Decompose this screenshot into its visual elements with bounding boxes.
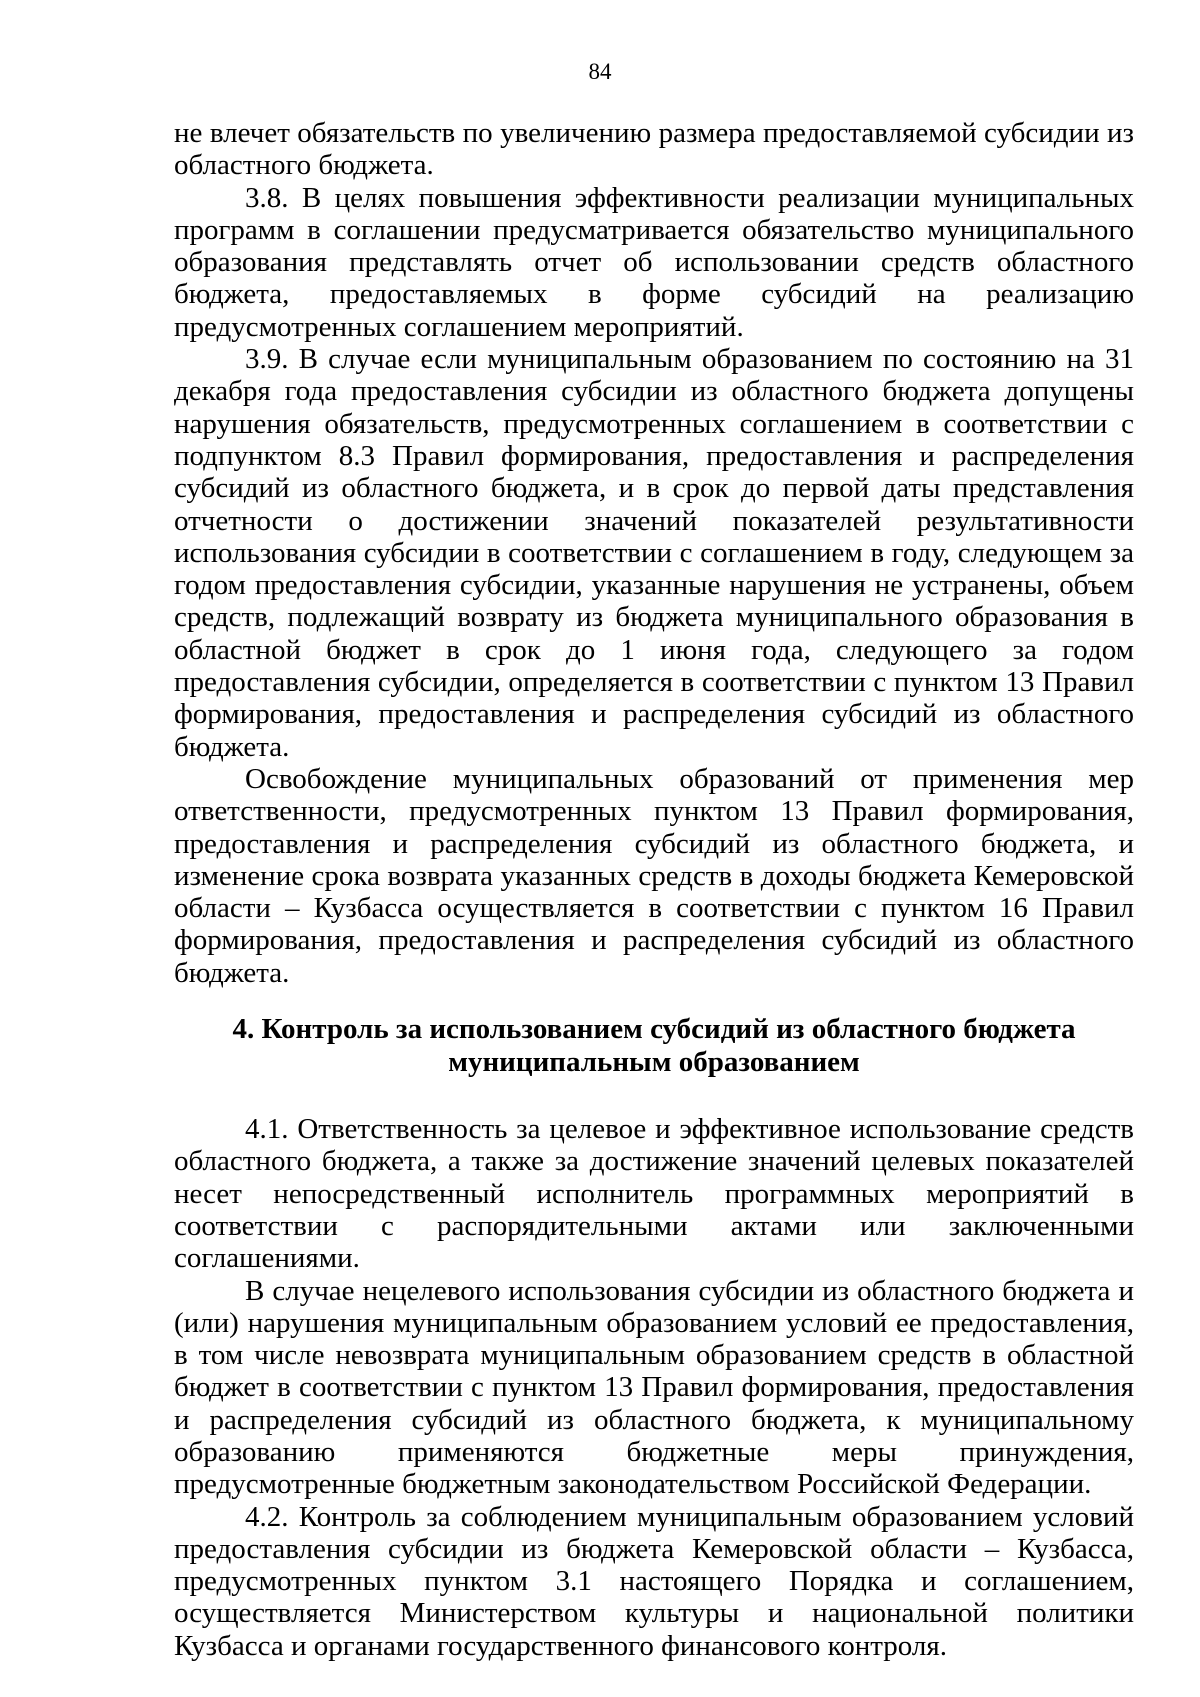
section-heading-4 [174,1013,1134,1079]
section-heading-line-2: муниципальным образованием [448,1046,860,1079]
page-number: 84 [588,59,612,84]
paragraph-4-1: 4.1. Ответственность за целевое и эффективное использование средств областного бюджета, а также за достижение значений целевых показателей несет непосредственный исполнитель программных мероприятий в соответствии с распорядительными актами или заключенными соглашениями. [174,1113,1134,1275]
paragraph-continuation: не влечет обязательств по увеличению размера предоставляемой субсидии из областного бюджета. [174,117,1134,182]
paragraph-release-from-liability: Освобождение муниципальных образований от применения мер ответственности, предусмотренных пунктом 13 Правил формирования, предоставления и распределения субсидий из областного бюджета, и изменение срока возврата указанных средств в доходы бюджета Кемеровской области – Кузбасса осуществляется в соответствии с пунктом 16 Правил формирования, предоставления и распределения субсидий из областного бюджета. [174,762,1134,989]
section-heading-line-1: 4. Контроль за использованием субсидий из областного бюджета [232,1013,1076,1046]
paragraph-4-2: 4.2. Контроль за соблюдением муниципальным образованием условий предоставления субсидии из бюджета Кемеровской области – Кузбасса, предусмотренных пунктом 3.1 настоящего Порядка и соглашением, осуществляется Министерством культуры и национальной политики Кузбасса и органами государственного финансового контроля. [174,1500,1134,1662]
paragraph-3-8: 3.8. В целях повышения эффективности реализации муниципальных программ в соглашении предусматривается обязательство муниципального образования представлять отчет об использовании средств областного бюджета, предоставляемых в форме субсидий на реализацию предусмотренных соглашением мероприятий. [174,181,1134,343]
paragraph-3-9: 3.9. В случае если муниципальным образованием по состоянию на 31 декабря года предоставления субсидии из областного бюджета допущены нарушения обязательств, предусмотренных соглашением в соответствии с подпунктом 8.3 Правил формирования, предоставления и распределения субсидий из областного бюджета, и в срок до первой даты представления отчетности о достижении значений показателей результативности использования субсидии в соответствии с соглашением в году, следующем за годом предоставления субсидии, указанные нарушения не устранены, объем средств, подлежащий возврату из бюджета муниципального образования в областной бюджет в срок до 1 июня года, следующего за годом предоставления субсидии, определяется в соответствии с пунктом 13 Правил формирования, предоставления и распределения субсидий из областного бюджета. [174,343,1134,763]
document-body [174,117,1134,1662]
paragraph-misuse-measures: В случае нецелевого использования субсидии из областного бюджета и (или) нарушения муниципальным образованием условий ее предоставления, в том числе невозврата муниципальным образованием средств в областной бюджет в соответствии с пунктом 13 Правил формирования, предоставления и распределения субсидий из областного бюджета, к муниципальному образованию применяются бюджетные меры принуждения, предусмотренные бюджетным законодательством Российской Федерации. [174,1274,1134,1501]
